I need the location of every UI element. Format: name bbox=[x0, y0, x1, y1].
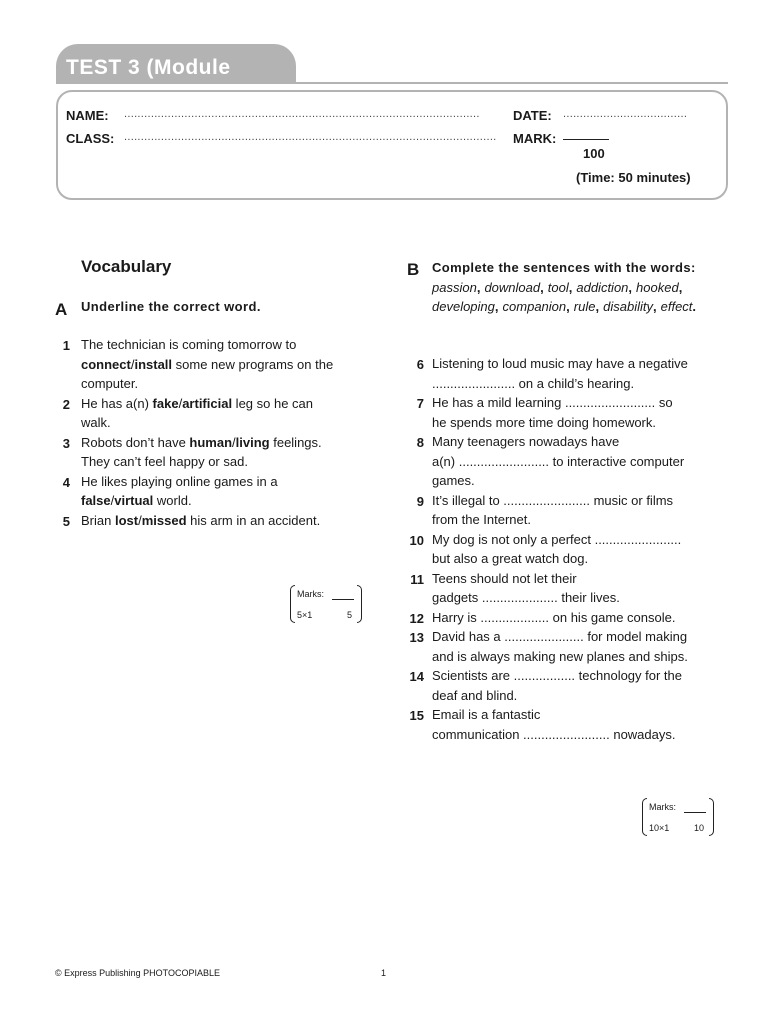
marks-score-field[interactable] bbox=[332, 599, 354, 600]
time-limit: (Time: 50 minutes) bbox=[576, 170, 691, 185]
footer-copyright: © Express Publishing PHOTOCOPIABLE bbox=[55, 968, 221, 978]
question-text[interactable]: It’s illegal to ........................ music or films from the Internet. bbox=[432, 492, 674, 527]
marks-label: Marks: bbox=[649, 802, 676, 812]
name-field[interactable]: .......................................................................................................... bbox=[124, 108, 480, 120]
question-number: 4 bbox=[62, 474, 70, 490]
question-number: 14 bbox=[409, 669, 424, 684]
marks-label: Marks: bbox=[297, 589, 324, 599]
question-text[interactable]: He likes playing online games in a false/virtual world. bbox=[81, 473, 278, 508]
mark-total: 100 bbox=[583, 146, 605, 161]
date-field[interactable]: ..................................... bbox=[563, 108, 688, 120]
section-a-marks-box bbox=[290, 585, 362, 623]
question-number: 8 bbox=[416, 435, 424, 450]
class-field[interactable]: ............................................................................................................... bbox=[124, 131, 497, 143]
question-number: 2 bbox=[62, 396, 70, 412]
marks-multiplier: 5×1 bbox=[297, 610, 313, 620]
section-b-letter: B bbox=[407, 260, 420, 279]
question-text[interactable]: He has a(n) fake/artificial leg so he can walk. bbox=[81, 395, 314, 430]
date-label: DATE: bbox=[513, 108, 552, 123]
section-b-marks-box bbox=[642, 798, 714, 836]
question-number: 12 bbox=[409, 610, 424, 626]
name-label: NAME: bbox=[66, 108, 109, 123]
question-number: 3 bbox=[62, 435, 70, 451]
question-number: 5 bbox=[62, 513, 70, 529]
question-text[interactable]: Many teenagers nowadays have a(n) ......................... to interactive computer games. bbox=[432, 434, 685, 488]
section-a-letter: A bbox=[55, 300, 68, 319]
question-number: 7 bbox=[416, 396, 424, 411]
question-text[interactable]: Robots don’t have human/living feelings. They can’t feel happy or sad. bbox=[81, 434, 322, 469]
question-number: 15 bbox=[409, 708, 424, 723]
section-a-instruction: Underline the correct word. bbox=[81, 299, 261, 314]
question-text[interactable]: Scientists are ................. technology for the deaf and blind. bbox=[432, 668, 683, 703]
marks-total: 5 bbox=[346, 610, 352, 620]
marks-multiplier: 10×1 bbox=[649, 823, 670, 833]
question-text[interactable]: David has a ...................... for model making and is always making new planes and ships. bbox=[432, 629, 688, 664]
question-number: 1 bbox=[62, 338, 70, 353]
question-number: 6 bbox=[416, 357, 424, 372]
question-text[interactable]: My dog is not only a perfect ........................ but also a great watch dog. bbox=[432, 531, 682, 566]
question-text[interactable]: The technician is coming tomorrow to connect/install some new programs on the computer. bbox=[81, 337, 334, 391]
section-b-instruction: Complete the sentences with the words: passion, download, tool, addiction, hooked, developing, companion, rule, disability, effect. bbox=[432, 260, 697, 314]
page-number: 1 bbox=[381, 968, 387, 978]
question-number: 11 bbox=[410, 571, 424, 587]
class-label: CLASS: bbox=[66, 131, 115, 146]
question-text[interactable]: Listening to loud music may have a negative ....................... on a child’s hearing. bbox=[432, 356, 688, 391]
question-number: 9 bbox=[416, 493, 424, 509]
header-rule bbox=[56, 82, 728, 84]
question-text[interactable]: He has a mild learning ......................... so he spends more time doing homework. bbox=[432, 395, 673, 430]
question-text[interactable]: Teens should not let their gadgets ..................... their lives. bbox=[432, 570, 620, 605]
question-text[interactable]: Brian lost/missed his arm in an accident. bbox=[81, 512, 321, 528]
marks-score-field[interactable] bbox=[684, 812, 706, 813]
vocabulary-heading: Vocabulary bbox=[81, 257, 172, 276]
mark-label: MARK: bbox=[513, 131, 557, 146]
test-title: TEST 3 (Module bbox=[66, 56, 231, 79]
question-number: 10 bbox=[409, 532, 424, 548]
question-number: 13 bbox=[409, 630, 424, 645]
question-text[interactable]: Email is a fantastic communication ........................ nowadays. bbox=[432, 707, 676, 742]
question-text[interactable]: Harry is ................... on his game console. bbox=[432, 609, 676, 625]
mark-field[interactable] bbox=[563, 139, 609, 140]
marks-total: 10 bbox=[693, 823, 704, 833]
